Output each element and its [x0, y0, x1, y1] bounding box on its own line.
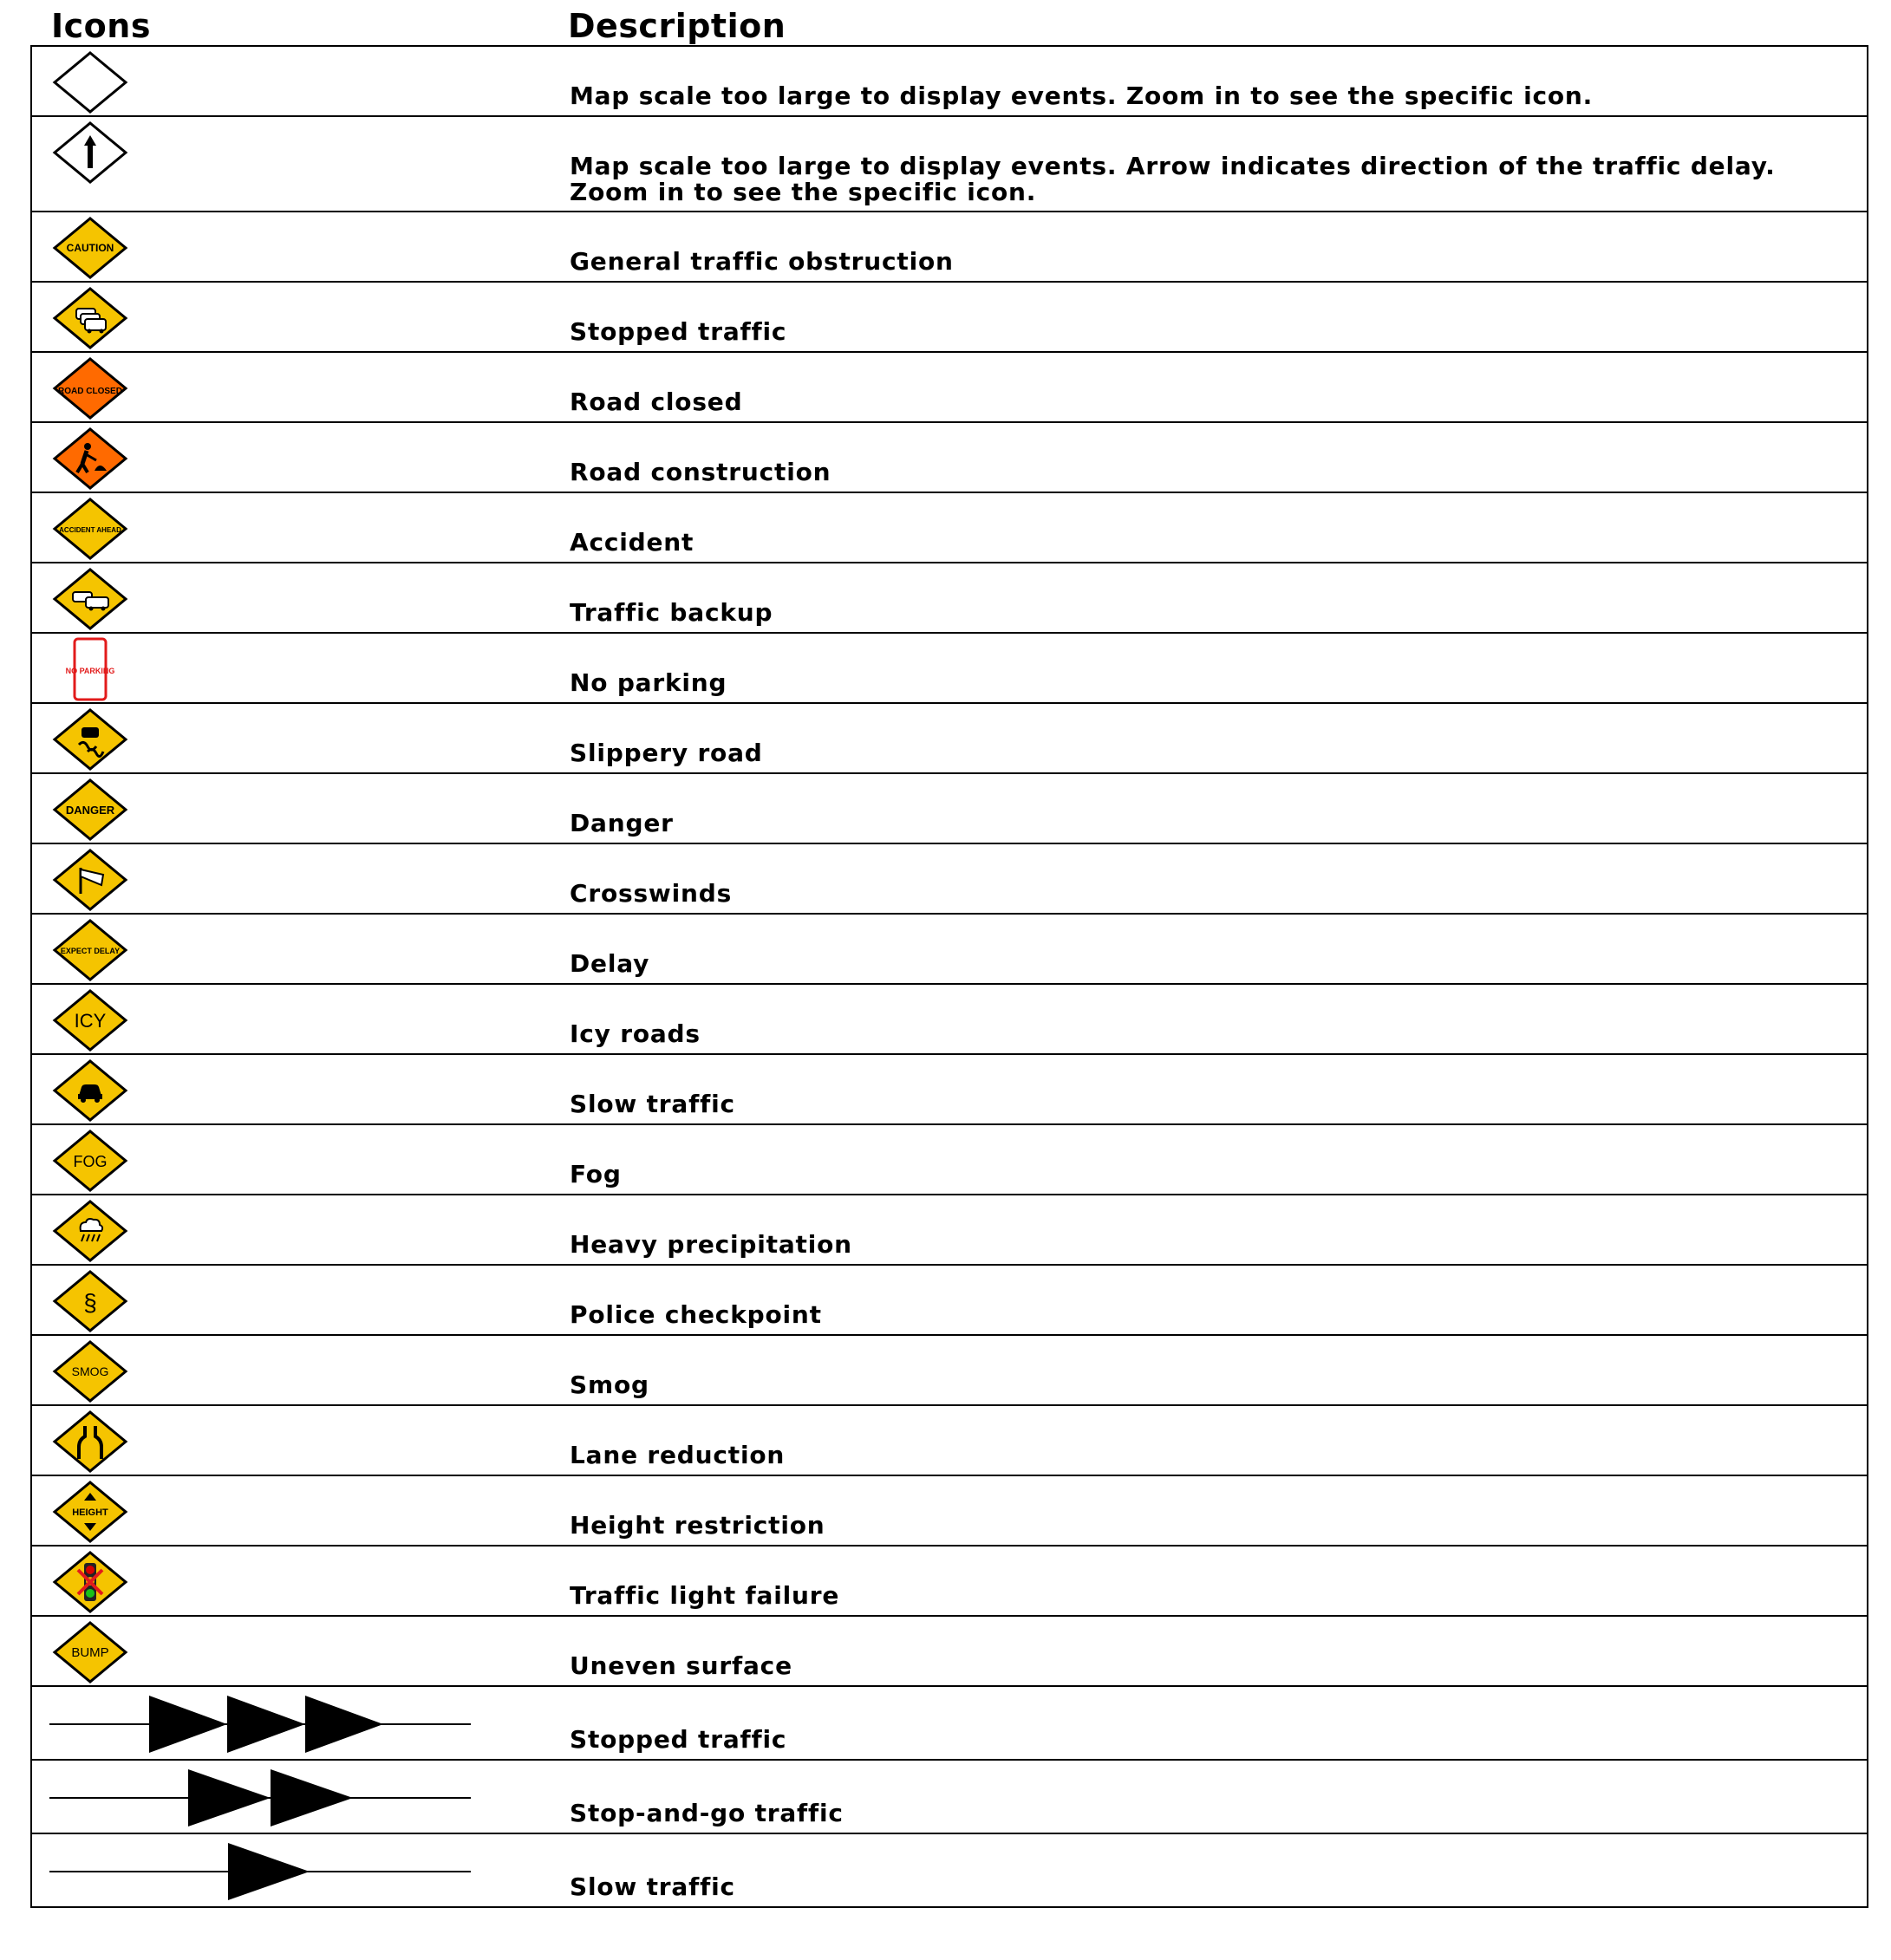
legend-header [30, 0, 1868, 45]
legend-row [31, 773, 1868, 843]
row-description: Slow traffic [570, 1872, 735, 1901]
icons-column-heading: Icons [51, 7, 151, 45]
sign-label: ROAD CLOSED [58, 387, 122, 396]
slow-traffic-sign-icon [49, 1058, 131, 1123]
legend-row [31, 46, 1868, 116]
legend-row [31, 1054, 1868, 1124]
legend-row [31, 492, 1868, 563]
row-description: Uneven surface [570, 1651, 792, 1680]
single-arrow-line-icon [49, 1838, 474, 1905]
outline-diamond-arrow-icon [49, 120, 131, 186]
police-checkpoint-sign-icon [49, 1268, 131, 1334]
caution-sign-icon [49, 215, 131, 281]
sign-label: FOG [73, 1153, 108, 1170]
legend-row [31, 1833, 1868, 1907]
legend-row [31, 1265, 1868, 1335]
row-description: Stopped traffic [570, 317, 787, 346]
legend-row [31, 1195, 1868, 1265]
legend-row [31, 1335, 1868, 1405]
legend-row [31, 1760, 1868, 1833]
row-description: Traffic backup [570, 598, 773, 627]
row-description: Slow traffic [570, 1090, 735, 1118]
sign-label: NO PARKING [65, 667, 115, 675]
legend-table [30, 45, 1868, 1908]
legend-row [31, 914, 1868, 984]
legend-row [31, 1616, 1868, 1686]
sign-label: EXPECT DELAY [60, 947, 121, 955]
slippery-road-sign-icon [49, 707, 131, 772]
legend-row [31, 1546, 1868, 1616]
row-description: Map scale too large to display events. Arrow indicates direction of the traffic delay. Zoom in to see the specific icon. [570, 152, 1776, 206]
row-description: Map scale too large to display events. Zoom in to see the specific icon. [570, 81, 1594, 110]
sign-label: CAUTION [66, 242, 114, 254]
danger-sign-icon [49, 777, 131, 843]
icon-cell [31, 46, 570, 116]
lane-reduction-sign-icon [49, 1409, 131, 1475]
sign-label: ICY [74, 1010, 107, 1032]
row-description: Road closed [570, 387, 743, 416]
road-construction-sign-icon [49, 426, 131, 492]
row-description: Stop-and-go traffic [570, 1799, 844, 1827]
sign-label: DANGER [65, 804, 115, 817]
row-description: Lane reduction [570, 1441, 786, 1469]
legend-row [31, 282, 1868, 352]
height-restriction-sign-icon [49, 1479, 131, 1545]
row-description: Danger [570, 809, 674, 837]
outline-diamond-icon [49, 49, 131, 115]
row-description: Traffic light failure [570, 1581, 840, 1610]
legend-row [31, 212, 1868, 282]
sign-label: BUMP [71, 1645, 109, 1660]
row-description: Road construction [570, 458, 831, 486]
triple-arrow-line-icon [49, 1690, 474, 1758]
no-parking-sign-icon [49, 636, 131, 702]
legend-row [31, 1475, 1868, 1546]
row-description: Crosswinds [570, 879, 733, 908]
description-column-heading: Description [568, 7, 786, 45]
sign-label: SMOG [71, 1364, 109, 1378]
fog-sign-icon [49, 1128, 131, 1194]
legend-row [31, 352, 1868, 422]
row-description: Heavy precipitation [570, 1230, 852, 1259]
row-description: Slippery road [570, 739, 763, 767]
double-arrow-line-icon [49, 1764, 474, 1832]
legend-row [31, 703, 1868, 773]
legend-row [31, 633, 1868, 703]
legend-row [31, 1405, 1868, 1475]
row-description: No parking [570, 668, 727, 697]
legend-row [31, 116, 1868, 212]
legend-row [31, 843, 1868, 914]
row-description: Icy roads [570, 1019, 701, 1048]
row-description: Height restriction [570, 1511, 825, 1540]
row-description: Delay [570, 949, 650, 978]
icon-legend [30, 0, 1868, 1908]
stopped-traffic-sign-icon [49, 285, 131, 351]
sign-label: HEIGHT [72, 1507, 108, 1518]
heavy-precipitation-sign-icon [49, 1198, 131, 1264]
smog-sign-icon [49, 1338, 131, 1404]
row-description: Police checkpoint [570, 1300, 822, 1329]
sign-label: § [83, 1289, 97, 1316]
row-description: Fog [570, 1160, 622, 1188]
row-description: Smog [570, 1371, 649, 1399]
legend-row [31, 1686, 1868, 1760]
icy-sign-icon [49, 987, 131, 1053]
road-closed-sign-icon [49, 355, 131, 421]
legend-row [31, 422, 1868, 492]
row-description: Stopped traffic [570, 1725, 787, 1754]
bump-sign-icon [49, 1619, 131, 1685]
traffic-light-failure-sign-icon [49, 1549, 131, 1615]
row-description: Accident [570, 528, 694, 557]
sign-label: ACCIDENT AHEAD [59, 526, 121, 534]
legend-row [31, 1124, 1868, 1195]
legend-row [31, 984, 1868, 1054]
legend-row [31, 563, 1868, 633]
crosswinds-sign-icon [49, 847, 131, 913]
row-description: General traffic obstruction [570, 247, 954, 276]
expect-delay-sign-icon [49, 917, 131, 983]
traffic-backup-sign-icon [49, 566, 131, 632]
accident-ahead-sign-icon [49, 496, 131, 562]
